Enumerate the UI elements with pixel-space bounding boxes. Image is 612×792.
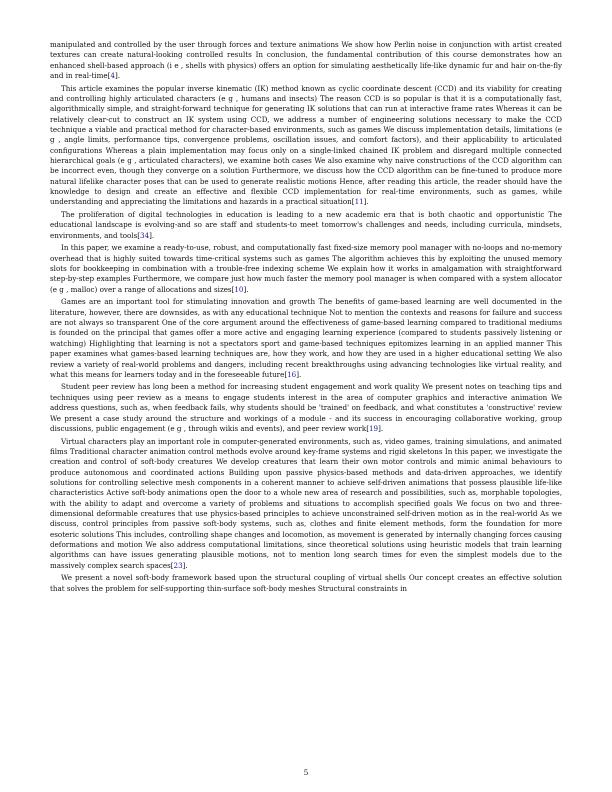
paragraph-3: The proliferation of digital technologies in education is leading to a new academic era that is both chaotic and opportunistic The educational landscape is evolving-and so are staff and students-to meet tomorrow's challenges and needs, including curricula, mindsets, environments, and tools[34]. [50,210,562,240]
citation-link[interactable]: 4 [110,71,115,81]
paragraph-1: manipulated and controlled by the user through forces and texture animations We show how Perlin noise in conjunction with artist created textures can create natural-looking controlled results In conclusion, the fundamental contribution of this course demonstrates how an enhanced shell-based approach (i e , shells with physics) offers an option for simulating aesthetically life-like dynamic fur and hair on-the-fly and in real-time[4]. [50,40,562,81]
citation-link[interactable]: 19 [368,423,379,433]
paragraph-2: This article examines the popular inverse kinematic (IK) method known as cyclic coordinate descent (CCD) and its viability for creating and controlling highly articulated characters (e g , humans and insects) The reason CCD is so popular is that it is a computationally fast, algorithmically simple, and straight-forward technique for generating IK solutions that can run at interactive frame rates Whereas it can be relatively clear-cut to construct an IK system using CCD, we address a number of engineering solutions necessary to make the CCD technique a viable and practical method for character-based environments, such as games We discuss implementation details, limitations (e g , angle limits, performance tips, convergence problems, oscillation issues, and comfort factors), and their applicability to articulated configurations Whereas a plain implementation may focus only on a single-linked chained IK problem and disregard multiple connected hierarchical goals (e g , articulated characters), we examine both cases We also examine why naive constructions of the CCD algorithm can be incorrect even, though they converge on a solution Furthermore, we discuss how the CCD algorithm can be fine-tuned to produce more natural lifelike character poses that can be used to generate realistic motions Hence, after reading this article, the reader should have the knowledge to design and create an effective and flexible CCD implementation for real-time environments, such as games, while understanding and appreciating the limitations and hazards in a practical situation[11]. [50,83,562,207]
citation-link[interactable]: 11 [354,197,364,207]
paragraph-7: Virtual characters play an important role in computer-generated environments, such as, video games, training simulations, and animated films Traditional character animation control methods evolve around key-frame systems and rigid skeletons In this paper, we investigate the creation and control of soft-body creatures We develop creatures that learn their own motor controls and mimic animal behaviours to produce autonomous and coordinated actions Building upon passive physics-based methods and data-driven approaches, we identify solutions for controlling selective mesh components in a coherent manner to achieve self-driven animations that possess plausible life-like characteristics Active soft-body animations open the door to a whole new area of research and possibilities, such as, morphable topologies, with the ability to adapt and overcome a variety of problems and situations to accomplish specified goals We focus on two and three-dimensional deformable creatures that use physics-based principles to achieve unconstrained self-driven motion as in the real-world As we discuss, control principles from passive soft-body systems, such as, clothes and finite element methods, form the foundation for more esoteric solutions This includes, controlling shape changes and locomotion, as movement is generated by internally changing forces causing deformations and motion We also address computational limitations, since theoretical solutions using heuristic models that train learning algorithms can have issues generating plausible motions, not to mention long search times for even the simplest models due to the massively complex search spaces[23]. [50,436,562,570]
paragraph-5: Games are an important tool for stimulating innovation and growth The benefits of game-based learning are well documented in the literature, however, there are downsides, as with any educational technique Not to mention the contexts and reasons for failure and success are not always so transparent One of the core argument around the effectiveness of game-based learning compared to traditional mediums is founded on the principal that games offer a more active and engaging learning experience (compared to students passively listening or watching) Highlighting that learning is not a spectators sport and game-based techniques epitomizes learning in an applied manner This paper examines what games-based learning techniques are, how they work, and how they are used in a higher educational setting We also review a variety of real-world problems and dangers, including recent breakthroughs using advancing technologies like virtual reality, and what this means for learners today and in the foreseeable future[16]. [50,297,562,379]
citation-link[interactable]: 34 [140,230,150,240]
paragraph-6: Student peer review has long been a method for increasing student engagement and work quality We present notes on teaching tips and techniques using peer review as a means to engage students interest in the area of computer graphics and interactive animation We address questions, such as, when feedback fails, why students should be 'trained' on feedback, and what constitutes a 'constructive' review We present a case study around the structure and workings of a module - and its success in encouraging collaborative working, group discussions, public engagement (e g , through wikis and events), and peer review work[19]. [50,382,562,433]
page-number: 5 [303,768,309,777]
paper-body [50,40,562,596]
paragraph-8: We present a novel soft-body framework based upon the structural coupling of virtual shells Our concept creates an effective solution that solves the problem for self-supporting thin-surface soft-body meshes Structural constraints in [50,573,562,593]
paragraph-4: In this paper, we examine a ready-to-use, robust, and computationally fast fixed-size memory pool manager with no-loops and no-memory overhead that is highly suited towards time-critical systems such as games The algorithm achieves this by exploiting the unused memory slots for bookkeeping in combination with a trouble-free indexing scheme We explain how it works in amalgamation with straightforward step-by-step examples Furthermore, we compare just how much faster the memory pool manager is when compared with a system allocator (e g , malloc) over a range of allocations and sizes[10]. [50,243,562,294]
citation-link[interactable]: 16 [287,369,297,379]
citation-link[interactable]: 10 [234,284,244,294]
citation-link[interactable]: 23 [173,560,183,570]
